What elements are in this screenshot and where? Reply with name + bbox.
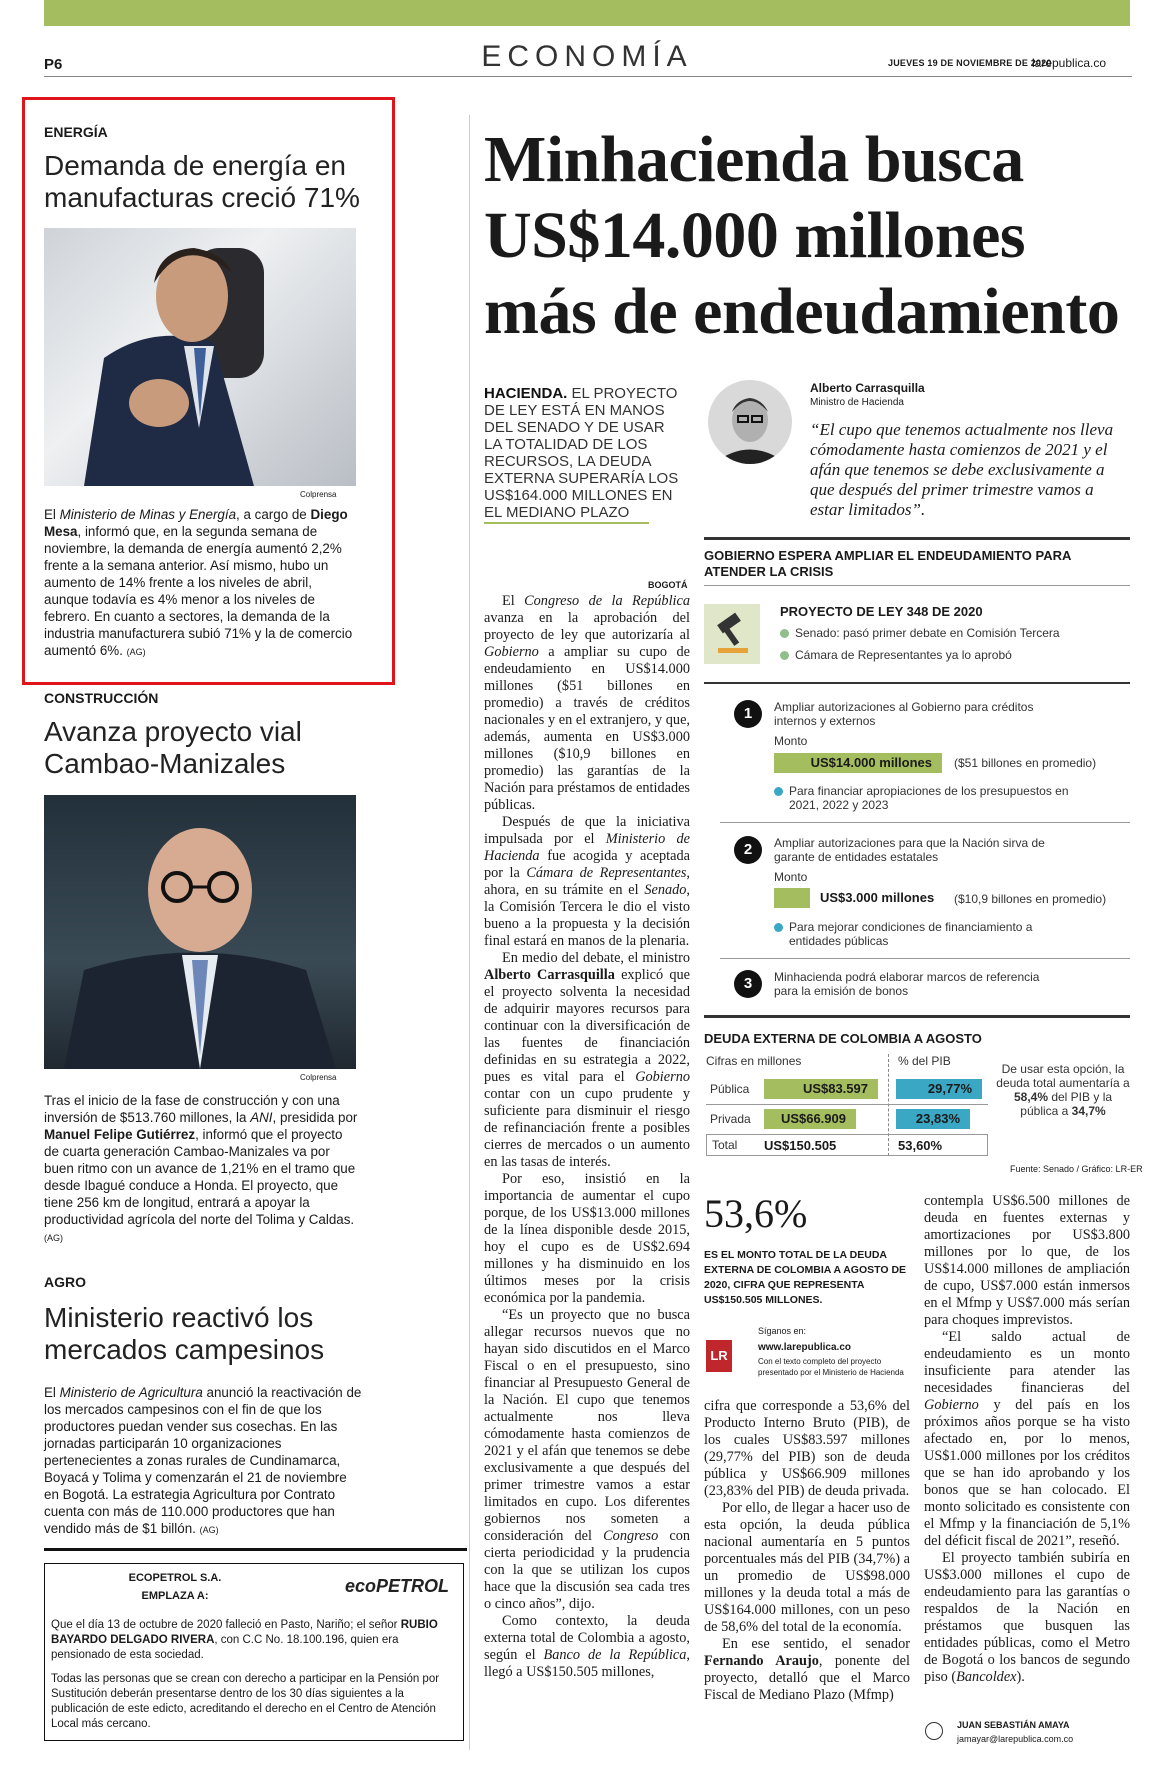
brief-kicker: CONSTRUCCIÓN: [44, 690, 159, 706]
table-total-row: [706, 1134, 988, 1156]
brief-body: Tras el inicio de la fase de construcción y con una inversión de $513.760 millones, la ANI, presidida por Manuel Felipe Gutiérrez, informó que el proyecto de cuarta generación Cambao-Manizales va por buen ritmo con un avance de 1,21% en el tramo que desde Ibagué conduce a Honda. El proyecto, que tiene 256 km de longitud, entrará a apoyar la productividad agrícola del norte del Tolima y Caldas. (AG): [44, 1093, 358, 1243]
page-number: P6: [44, 56, 63, 73]
article-column-3: contempla US$6.500 millones de deuda en fuentes externas y amortizaciones por US$3.800 millones por lo que, de los US$14.000 millones de ampliación de cupo, US$7.000 están inmersos en el Mfmp y US$7.000 más serían para choques imprevistos. “El saldo actual de endeudamiento es un monto insuficiente para atender las necesidades financieras del Gobierno y del país en los próximos años porque se ha visto afectado en, por lo menos, US$1.000 millones por los créditos que se han ido aprobando y los bonos que se han colocado. El monto solicitado es consistente con el Mfmp y la financiación de 5,1% del déficit fiscal de 2021”, reseñó. El proyecto también subiría en US$3.000 millones el cupo de endeudamiento para las garantías o respaldos de la Nación en préstamos que busquen las entidades públicas, como el Metro de Bogotá o los bancos de segundo piso (Bancoldex).: [924, 1193, 1130, 1685]
brief-title[interactable]: Avanza proyecto vial Cambao-Manizales: [44, 716, 302, 779]
debt-table-title: DEUDA EXTERNA DE COLOMBIA A AGOSTO: [704, 1031, 982, 1046]
purpose-text: Para financiar apropiaciones de los presupuestos en 2021, 2022 y 2023: [774, 784, 1074, 812]
amount-note: ($10,9 billones en promedio): [954, 892, 1107, 906]
gavel-icon: [704, 604, 760, 664]
dateline: BOGOTÁ: [648, 580, 688, 590]
column-divider: [469, 115, 470, 1750]
legal-paragraph: Que el día 13 de octubre de 2020 falleció en Pasto, Nariño; el señor RUBIO BAYARDO DELGADO RIVERA, con C.C No. 18.100.196, quien era pensionado de esta sociedad.: [51, 1619, 438, 1661]
big-number: 53,6%: [704, 1191, 808, 1236]
step-number: 1: [734, 700, 762, 728]
brief-kicker: ENERGÍA: [44, 124, 108, 140]
purpose-text: Para mejorar condiciones de financiamiento a entidades públicas: [774, 920, 1074, 948]
brief-kicker: AGRO: [44, 1274, 86, 1290]
amount-note: ($51 billones en promedio): [954, 756, 1097, 770]
table-row-label: Total: [712, 1138, 738, 1152]
quote-role: Ministro de Hacienda: [810, 397, 904, 408]
amount-bar: US$14.000 millones: [774, 753, 942, 773]
amount-bar: [774, 888, 810, 908]
minister-photo-illustration: [708, 380, 792, 464]
table-col-header: Cifras en millones: [706, 1054, 802, 1068]
table-total-amount: US$150.505: [764, 1138, 837, 1153]
table-source: Fuente: Senado / Gráfico: LR-ER: [1010, 1164, 1143, 1174]
table-divider: [706, 1104, 988, 1105]
pull-quote: “El cupo que tenemos actualmente nos lleva cómodamente hasta comienzos de 2021 y el afán que tenemos se debe exclusivamente a que después del primer trimestre vamos a estar limitados”.: [810, 420, 1114, 519]
author-name: JUAN SEBASTIÁN AMAYA: [957, 1720, 1070, 1730]
site-url[interactable]: larepublica.co: [1032, 56, 1107, 70]
step-number: 2: [734, 836, 762, 864]
promo-text: Con el texto completo del proyecto presentado por el Ministerio de Hacienda: [758, 1357, 904, 1377]
infographic-divider: [704, 682, 1130, 684]
bullet-icon: [774, 923, 783, 932]
table-row-label: Pública: [710, 1082, 750, 1096]
brief-photo: [44, 795, 356, 1069]
man-photo-illustration: [44, 795, 356, 1069]
table-amount-bar: US$83.597: [764, 1079, 878, 1099]
legal-rule: [44, 1548, 467, 1551]
table-col-header: % del PIB: [898, 1054, 951, 1068]
brief-photo: [44, 228, 356, 486]
step-divider: [720, 822, 1130, 823]
legal-notice: [44, 1563, 464, 1741]
article-column-2: cifra que corresponde a 53,6% del Producto Interno Bruto (PIB), de los cuales US$83.597 millones (29,77% del PIB) son de deuda pública y US$66.909 millones (23,83% del PIB) de deuda privada. Por ello, de llegar a hacer uso de esta opción, la deuda pública nacional aumentaría en 5 puntos porcentuales más del PIB (34,7%) a un promedio de US$98.000 millones y la deuda total a más de US$164.000 millones, con un peso de 58,6% del total de la economía. En ese sentido, el senador Fernando Araujo, ponente del proyecto, detalló que el Marco Fiscal de Mediano Plazo (Mfmp): [704, 1398, 910, 1703]
monto-label: Monto: [774, 870, 808, 884]
step-divider: [720, 958, 1130, 959]
lead-rule: [484, 522, 649, 524]
header-rule: [44, 76, 1132, 77]
brief-title[interactable]: Demanda de energía en manufacturas creció 71%: [44, 150, 360, 213]
infographic-title: GOBIERNO ESPERA AMPLIAR EL ENDEUDAMIENTO PARA ATENDER LA CRISIS: [704, 548, 1071, 579]
table-rule: [704, 1015, 1130, 1018]
quote-name: Alberto Carrasquilla: [810, 381, 925, 395]
step-number: 3: [734, 970, 762, 998]
table-pct-bar: 29,77%: [896, 1079, 982, 1099]
big-number-caption: ES EL MONTO TOTAL DE LA DEUDA EXTERNA DE COLOMBIA A AGOSTO DE 2020, CIFRA QUE REPRESENTA US$150.505 MILLONES.: [704, 1249, 907, 1306]
bullet-icon: [780, 629, 789, 638]
brief-body: El Ministerio de Minas y Energía, a cargo de Diego Mesa, informó que, en la segunda semana de noviembre, la demanda de energía aumentó 2,2% frente a la semana anterior. Así mismo, hubo un aumento de 14% frente a los niveles de abril, aunque todavía es 4% menor a los niveles de febrero. En cuanto a sectores, la demanda de la industria manufacturera subió 71% y la de comercio aumentó 6%. (AG): [44, 507, 353, 658]
ecopetrol-logo: ecoPETROL: [345, 1576, 450, 1596]
table-amount-bar: US$66.909: [764, 1109, 856, 1129]
section-title: ECONOMÍA: [481, 40, 693, 73]
main-headline[interactable]: Minhacienda busca US$14.000 millones más de endeudamiento: [484, 123, 1120, 348]
table-pct-bar: 23,83%: [896, 1109, 970, 1129]
photo-credit: Colprensa: [300, 1073, 337, 1082]
monto-label: Monto: [774, 734, 808, 748]
photo-credit: Colprensa: [300, 490, 337, 499]
project-title: PROYECTO DE LEY 348 DE 2020: [780, 604, 983, 619]
author-email[interactable]: jamayar@larepublica.com.co: [957, 1734, 1074, 1744]
step-text: Ampliar autorizaciones al Gobierno para créditos internos y externos: [774, 700, 1034, 728]
table-total-pct: 53,60%: [898, 1138, 943, 1153]
status-item: Senado: pasó primer debate en Comisión Tercera: [780, 626, 1060, 640]
promo-follow: Síganos en:: [758, 1326, 807, 1336]
table-side-note: De usar esta opción, la deuda total aumentaría a 58,4% del PIB y la pública a 34,7%: [996, 1062, 1130, 1118]
man-photo-illustration: [44, 228, 356, 486]
brief-title[interactable]: Ministerio reactivó los mercados campesinos: [44, 1302, 325, 1365]
promo-site[interactable]: www.larepublica.co: [758, 1342, 851, 1353]
legal-paragraph: Todas las personas que se crean con derecho a participar en la Pensión por Sustitución deberán presentarse dentro de los 30 días siguientes a la publicación de este edicto, acreditando el derecho en el Centro de Atención Local más cercano.: [51, 1673, 440, 1730]
email-icon: [925, 1722, 943, 1740]
top-color-bar: [44, 0, 1130, 26]
step-text: Ampliar autorizaciones para que la Nación sirva de garante de entidades estatales: [774, 836, 1045, 864]
infographic-rule: [704, 537, 1130, 540]
issue-date: JUEVES 19 DE NOVIEMBRE DE 2020: [888, 58, 1052, 68]
article-column-1: El Congreso de la República avanza en la aprobación del proyecto de ley que autorizaría al Gobierno a ampliar su cupo de endeudamiento en US$14.000 millones ($51 billones en promedio) a través de créditos nacionales y en el extranjero, y que, además, aumenta en US$3.000 millones ($10,9 billones en promedio) las garantías de la Nación para préstamos de entidades públicas. Después de que la iniciativa impulsada por el Ministerio de Hacienda fue acogida y aceptada por la Cámara de Representantes, ahora, en su trámite en el Senado, la Comisión Tercera le dio el visto bueno a la propuesta y la decisión final estará en manos de la plenaria. En medio del debate, el ministro Alberto Carrasquilla explicó que el proyecto solventa la necesidad de adquirir mayores recursos para continuar con la diversificación de las fuentes de financiación definidas en su estrategia a 2022, pues es vital para el Gobierno contar con un cupo prudente y suficiente para disminuir el riesgo de refinanciación frente a posibles cierres de mercados o un aumento en las tasas de interés. Por eso, insistió en la importancia de aumentar el cupo porque, de los US$13.000 millones de la línea disponible desde 2015, hoy el cupo es de US$2.694 millones y ha disminuido en los últimos meses por la crisis económica por la pandemia. “Es un proyecto que no busca allegar recursos nuevos que no hayan sido discutidos en el Marco Fiscal o en el presupuesto, sino financiar al Presupuesto General de la Nación. El cupo que tenemos actualmente nos lleva cómodamente hasta comienzos de 2021 y el afán que tenemos se debe exclusivamente a que después del primer trimestre vamos a estar limitados en cupo. Los diferentes gobiernos nos someten a consideración del Congreso con cierta periodicidad y la prudencia con la que se utilizan los cupos hace que la discusión sea cada tres o cinco años”, dijo. Como contexto, la deuda externa total de Colombia a agosto, según el Banco de la República, llegó a US$150.505 millones,: [484, 593, 691, 1680]
brief-body: El Ministerio de Agricultura anunció la reactivación de los mercados campesinos con el fin de que los productores puedan vender sus cosechas. En las jornadas participarán 10 organizaciones pertenecientes a zonas rurales de Cundinamarca, Boyacá y Tolima y comenzarán el 21 de noviembre en Bogotá. La estrategia Agricultura por Contrato cuenta con más de 110.000 productores que han vendido más de $1 billón. (AG): [44, 1385, 362, 1536]
amount-label: US$3.000 millones: [820, 890, 935, 905]
quote-portrait: [708, 380, 792, 464]
bullet-icon: [774, 787, 783, 796]
bullet-icon: [780, 651, 789, 660]
lr-logo: LR: [706, 1340, 732, 1372]
legal-company: ECOPETROL S.A.: [128, 1572, 222, 1584]
infographic-divider: [704, 585, 1130, 586]
lead-text: HACIENDA. EL PROYECTO DE LEY ESTÁ EN MANOS DEL SENADO Y DE USAR LA TOTALIDAD DE LOS RECURSOS, LA DEUDA EXTERNA SUPERARÍA LOS US$164.000 MILLONES EN EL MEDIANO PLAZO: [484, 385, 679, 521]
status-item: Cámara de Representantes ya lo aprobó: [780, 648, 1012, 662]
legal-emplaza: EMPLAZA A:: [141, 1590, 209, 1602]
table-row-label: Privada: [710, 1112, 751, 1126]
step-text: Minhacienda podrá elaborar marcos de referencia para la emisión de bonos: [774, 970, 1040, 998]
